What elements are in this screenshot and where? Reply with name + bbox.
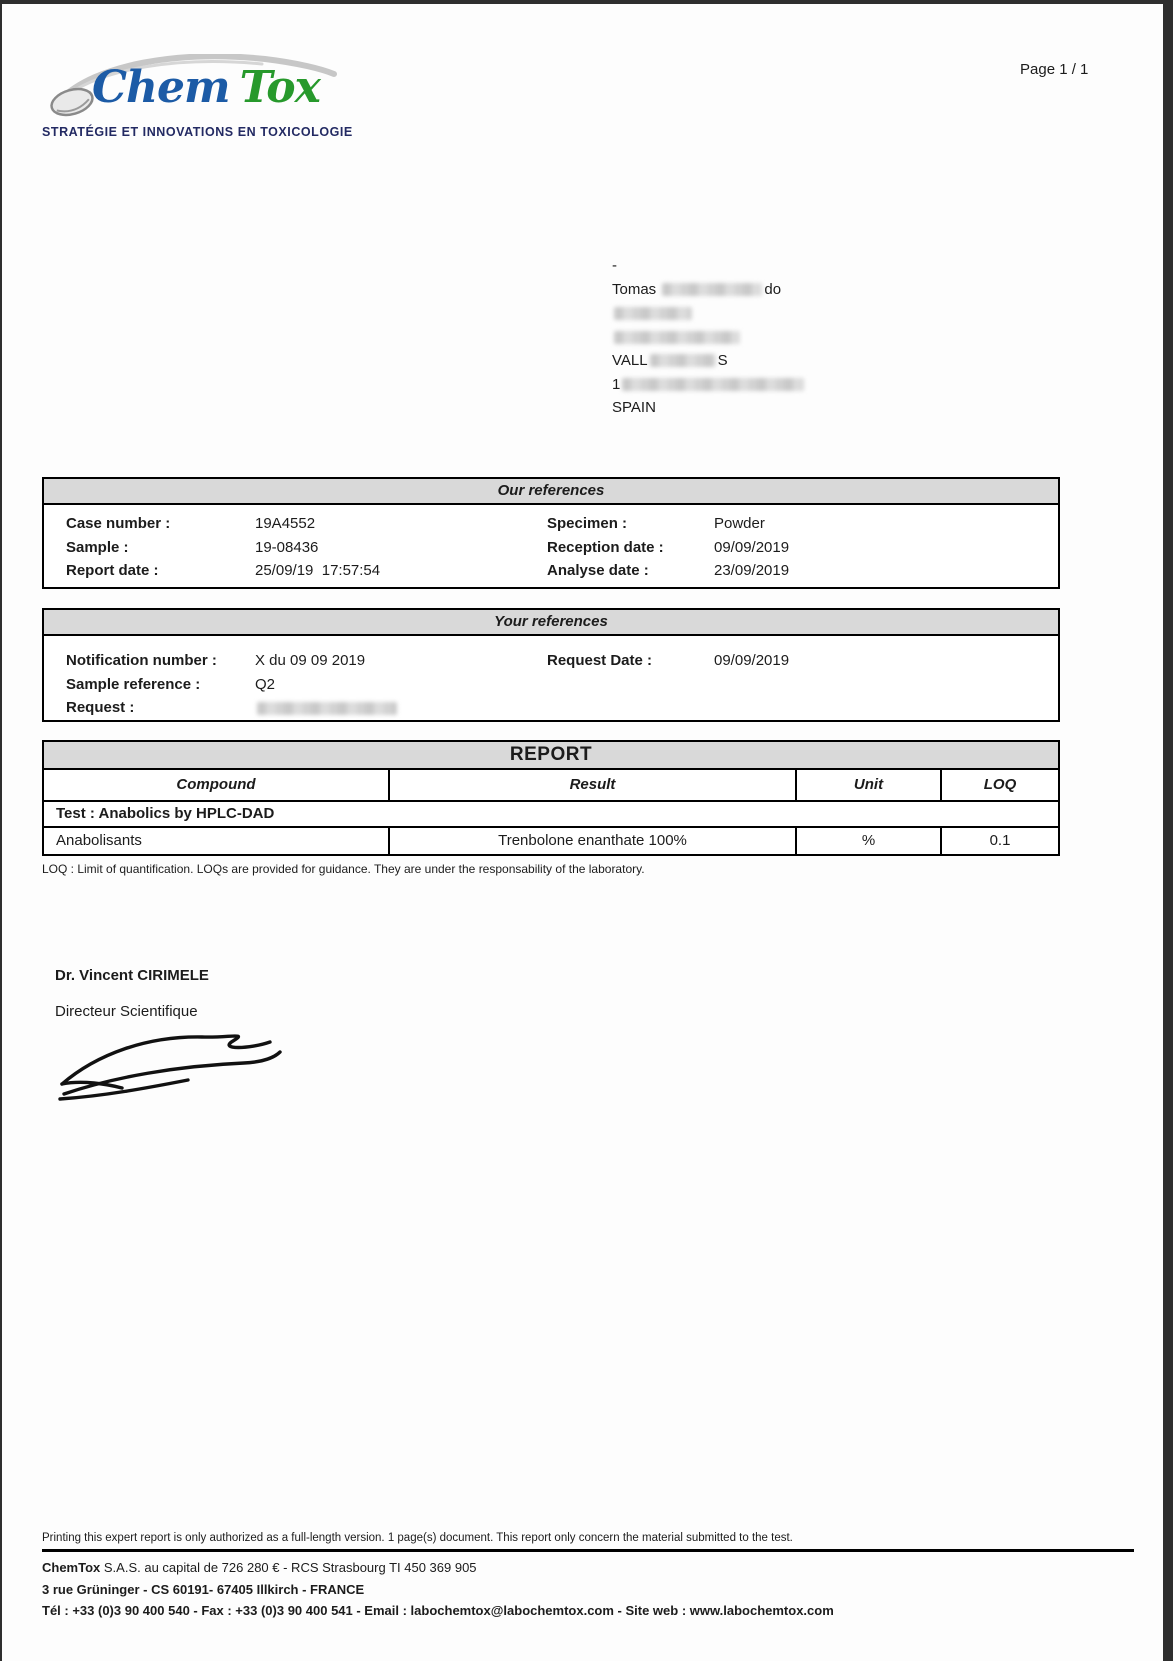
your-references-title: Your references <box>44 610 1058 636</box>
field-value: 09/09/2019 <box>714 538 790 556</box>
report-title: REPORT <box>44 742 1058 770</box>
reference-row <box>66 559 1058 583</box>
cell-unit: % <box>797 828 942 854</box>
field-label: Report date : <box>66 562 159 580</box>
address-line <box>612 349 806 373</box>
column-header-result: Result <box>390 770 797 800</box>
recipient-name-prefix: Tomas <box>612 280 661 298</box>
footer-company-name: ChemTox <box>42 1560 101 1575</box>
cell-result: Trenbolone enanthate 100% <box>390 828 797 854</box>
recipient-postal-prefix: 1 <box>612 375 621 393</box>
recipient-country: SPAIN <box>612 399 656 417</box>
footer-company-line <box>42 1560 477 1575</box>
chemtox-logo <box>40 54 370 149</box>
redacted-text <box>650 354 716 367</box>
address-line <box>612 325 806 349</box>
recipient-city-prefix: VALL <box>612 351 648 369</box>
address-dash: - <box>612 257 617 274</box>
field-label: Request Date : <box>547 652 653 670</box>
footer-address-line: 3 rue Grüninger - CS 60191- 67405 Illkirch - FRANCE <box>42 1582 365 1597</box>
redacted-text <box>257 702 397 715</box>
reference-row <box>66 512 1058 536</box>
field-value: 25/09/19 17:57:54 <box>255 562 381 580</box>
field-value: Powder <box>714 515 765 533</box>
footer-company-details: S.A.S. au capital de 726 280 € - RCS Strasbourg TI 450 369 905 <box>100 1560 477 1575</box>
recipient-name-suffix: do <box>764 280 782 298</box>
report-column-headers <box>44 770 1058 802</box>
field-value: 23/09/2019 <box>714 562 790 580</box>
brand-chem: Chem <box>92 62 230 113</box>
cell-compound: Anabolisants <box>44 828 390 854</box>
column-header-unit: Unit <box>797 770 942 800</box>
cell-loq: 0.1 <box>989 832 1011 849</box>
field-value: 19A4552 <box>255 515 316 533</box>
loq-footnote: LOQ : Limit of quantification. LOQs are provided for guidance. They are under the responsability of the laboratory. <box>42 862 645 876</box>
footer-contact-line: Tél : +33 (0)3 90 400 540 - Fax : +33 (0)3 90 400 541 - Email : labochemtox@labochemtox.com - Site web : www.labochemtox.com <box>42 1603 834 1618</box>
reference-row <box>66 696 1058 720</box>
field-value-redacted <box>255 699 547 716</box>
brand-wordmark <box>92 62 320 113</box>
field-label: Case number : <box>66 515 171 533</box>
reference-row <box>66 673 1058 697</box>
brand-tox: Tox <box>239 62 320 113</box>
our-references-content <box>44 505 1058 583</box>
field-label: Request : <box>66 699 135 717</box>
field-value: 09/09/2019 <box>714 652 790 670</box>
table-row <box>44 828 1058 854</box>
signatory-role: Directeur Scientifique <box>55 1003 198 1020</box>
field-label: Sample : <box>66 538 129 556</box>
signatory-name: Dr. Vincent CIRIMELE <box>55 967 209 984</box>
column-header-compound: Compound <box>44 770 390 800</box>
your-references-box <box>42 608 1060 722</box>
field-label: Analyse date : <box>547 562 649 580</box>
field-label: Sample reference : <box>66 675 201 693</box>
brand-tagline: STRATÉGIE ET INNOVATIONS EN TOXICOLOGIE <box>42 125 353 139</box>
address-line <box>612 278 806 302</box>
address-line <box>612 254 806 278</box>
field-label: Notification number : <box>66 652 217 670</box>
recipient-address <box>612 254 806 420</box>
redacted-text <box>622 378 804 391</box>
reference-row <box>66 536 1058 560</box>
print-notice: Printing this expert report is only authorized as a full-length version. 1 page(s) document. This report only concern the material submitted to the test. <box>42 1532 793 1544</box>
address-line <box>612 396 806 420</box>
field-value: 19-08436 <box>255 538 319 556</box>
redacted-text <box>614 331 740 344</box>
redacted-text <box>662 283 762 296</box>
field-label: Reception date : <box>547 538 664 556</box>
test-method-row: Test : Anabolics by HPLC-DAD <box>44 802 1058 828</box>
address-line <box>612 373 806 397</box>
page-number: Page 1 / 1 <box>1020 61 1089 78</box>
recipient-city-suffix: S <box>717 351 728 369</box>
our-references-title: Our references <box>44 479 1058 505</box>
field-value: Q2 <box>255 675 276 693</box>
report-table <box>42 740 1060 856</box>
field-label: Specimen : <box>547 515 628 533</box>
reference-row <box>66 649 1058 673</box>
our-references-box <box>42 477 1060 589</box>
address-line <box>612 301 806 325</box>
your-references-content <box>44 636 1058 720</box>
document-page <box>2 4 1163 1661</box>
signature-icon <box>52 1022 292 1107</box>
column-header-loq: LOQ <box>983 776 1017 793</box>
redacted-text <box>614 307 692 320</box>
footer-divider <box>42 1549 1134 1552</box>
field-value: X du 09 09 2019 <box>255 652 366 670</box>
